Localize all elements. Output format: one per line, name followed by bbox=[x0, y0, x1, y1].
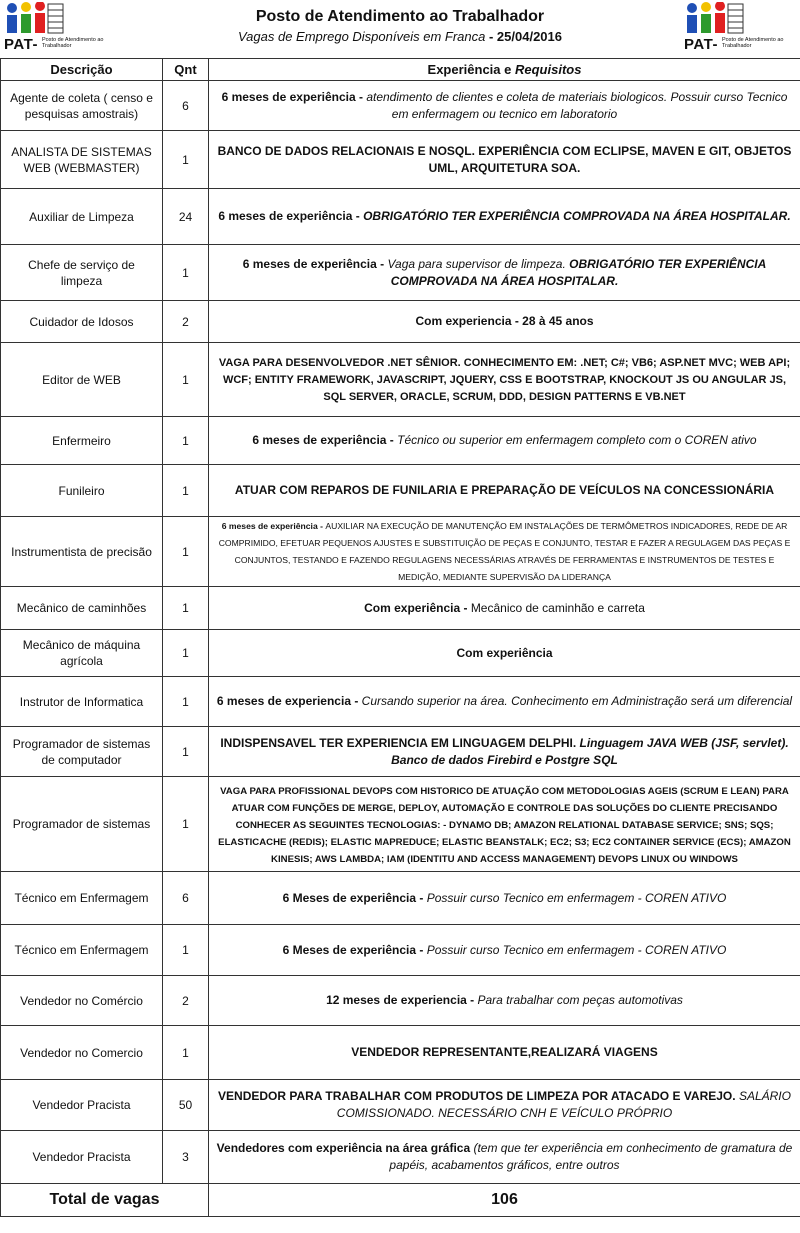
job-requirements: 6 meses de experiência - AUXILIAR NA EXECUÇÃO DE MANUTENÇÃO EM INSTALAÇÕES DE TERMÔMETROS INDICADORES, REDE DE AR COMPRIMIDO, EFETUAR PEQUENOS AJUSTES E SUBSTITUIÇÃO DE PEÇAS E CONJUNTO, TESTAR E FAZER A REGULAGEM DAS PEÇAS E CONJUNTOS, TESTANDO E FAZENDO REGULAGENS NECESSÁRIAS ATRAVÉS DE FERRAMENTAS E INSTRUMENTOS DE TESTES E MEDIÇÃO, MEDIANTE SUPERVISÃO DA LIDERANÇA bbox=[209, 517, 800, 587]
pat-figures-icon bbox=[684, 2, 744, 36]
table-row bbox=[1, 245, 800, 301]
job-requirements: Vendedores com experiência na área gráfica (tem que ter experiência em conhecimento de gramatura de papéis, acabamentos gráficos, entre outros bbox=[209, 1131, 800, 1184]
jobs-table bbox=[0, 58, 800, 1217]
total-label: Total de vagas bbox=[1, 1184, 209, 1217]
job-title: Funileiro bbox=[1, 465, 163, 517]
job-requirements: Com experiência - Mecânico de caminhão e carreta bbox=[209, 587, 800, 630]
job-qnt: 1 bbox=[163, 417, 209, 465]
job-qnt: 3 bbox=[163, 1131, 209, 1184]
job-qnt: 1 bbox=[163, 925, 209, 976]
table-row bbox=[1, 925, 800, 976]
job-qnt: 1 bbox=[163, 1026, 209, 1080]
table-row bbox=[1, 677, 800, 727]
logo-subtext: Posto de Atendimento ao Trabalhador bbox=[42, 37, 104, 49]
column-header-req: Experiência e Requisitos bbox=[209, 59, 800, 81]
job-title: Editor de WEB bbox=[1, 343, 163, 417]
job-title: Vendedor Pracista bbox=[1, 1080, 163, 1131]
job-requirements: 6 meses de experiencia - Cursando superior na área. Conhecimento em Administração será um diferencial bbox=[209, 677, 800, 727]
job-requirements: 6 meses de experiência - Técnico ou superior em enfermagem completo com o COREN ativo bbox=[209, 417, 800, 465]
subtitle-text: Vagas de Emprego Disponíveis em Franca bbox=[237, 29, 486, 44]
job-requirements: Com experiencia - 28 à 45 anos bbox=[209, 301, 800, 343]
job-qnt: 1 bbox=[163, 245, 209, 301]
job-qnt: 24 bbox=[163, 189, 209, 245]
job-qnt: 2 bbox=[163, 301, 209, 343]
page-header bbox=[0, 0, 800, 58]
table-row bbox=[1, 301, 800, 343]
job-requirements: Com experiência bbox=[209, 630, 800, 677]
job-title: Programador de sistemas de computador bbox=[1, 727, 163, 777]
job-qnt: 1 bbox=[163, 465, 209, 517]
job-requirements: VAGA PARA DESENVOLVEDOR .NET SÊNIOR. CONHECIMENTO EM: .NET; C#; VB6; ASP.NET MVC; WEB API; WCF; ENTITY FRAMEWORK, JAVASCRIPT, JQUERY, CSS E BOOTSTRAP, KNOCKOUT JS OU ANGULAR JS, SQL SERVER, ORACLE, SCRUM, DDD, DESIGN PATTERNS E VB.NET bbox=[209, 343, 800, 417]
job-qnt: 1 bbox=[163, 131, 209, 189]
job-requirements: 6 Meses de experiência - Possuir curso Tecnico em enfermagem - COREN ATIVO bbox=[209, 925, 800, 976]
job-qnt: 1 bbox=[163, 630, 209, 677]
job-title: Mecânico de caminhões bbox=[1, 587, 163, 630]
job-title: Técnico em Enfermagem bbox=[1, 872, 163, 925]
subtitle-date: - 25/04/2016 bbox=[488, 29, 562, 44]
job-requirements: INDISPENSAVEL TER EXPERIENCIA EM LINGUAGEM DELPHI. Linguagem JAVA WEB (JSF, servlet). Banco de dados Firebird e Postgre SQL bbox=[209, 727, 800, 777]
pat-logo-right bbox=[684, 2, 796, 54]
page-subtitle bbox=[0, 29, 800, 44]
job-title: Agente de coleta ( censo e pesquisas amostrais) bbox=[1, 81, 163, 131]
job-requirements: ATUAR COM REPAROS DE FUNILARIA E PREPARAÇÃO DE VEÍCULOS NA CONCESSIONÁRIA bbox=[209, 465, 800, 517]
job-qnt: 6 bbox=[163, 81, 209, 131]
job-qnt: 1 bbox=[163, 517, 209, 587]
pat-logo bbox=[4, 2, 116, 54]
table-row bbox=[1, 777, 800, 872]
table-row bbox=[1, 630, 800, 677]
table-row bbox=[1, 587, 800, 630]
table-row bbox=[1, 1080, 800, 1131]
job-requirements: 6 meses de experiência - atendimento de clientes e coleta de materiais biologicos. Possuir curso Tecnico em enfermagem ou tecnico em laboratorio bbox=[209, 81, 800, 131]
job-requirements: VAGA PARA PROFISSIONAL DEVOPS COM HISTORICO DE ATUAÇÃO COM METODOLOGIAS AGEIS (SCRUM E LEAN) PARA ATUAR COM FUNÇÕES DE MERGE, DEPLOY, AUTOMAÇÃO E CONTROLE DAS SOLUÇÕES DO CLIENTE PRECISANDO CONHECER AS SEGUINTES TECNOLOGIAS: - DYNAMO DB; AMAZON RELATIONAL DATABASE SERVICE; SNS; SQS; ELASTICACHE (REDIS); ELASTIC MAPREDUCE; ELASTIC BEANSTALK; EC2; S3; EC2 CONTAINER SERVICE (ECS); AMAZON KINESIS; AWS LAMBDA; IAM (IDENTITU AND ACCESS MANAGEMENT) DEVOPS LINUX OU WINDOWS bbox=[209, 777, 800, 872]
job-qnt: 1 bbox=[163, 777, 209, 872]
job-title: Técnico em Enfermagem bbox=[1, 925, 163, 976]
job-title: Vendedor Pracista bbox=[1, 1131, 163, 1184]
job-title: Instrumentista de precisão bbox=[1, 517, 163, 587]
job-requirements: 6 Meses de experiência - Possuir curso Tecnico em enfermagem - COREN ATIVO bbox=[209, 872, 800, 925]
job-title: Instrutor de Informatica bbox=[1, 677, 163, 727]
table-row bbox=[1, 81, 800, 131]
table-header-row bbox=[1, 59, 800, 81]
table-row bbox=[1, 1026, 800, 1080]
pat-figures-icon bbox=[4, 2, 64, 36]
job-qnt: 1 bbox=[163, 587, 209, 630]
job-qnt: 6 bbox=[163, 872, 209, 925]
job-title: Programador de sistemas bbox=[1, 777, 163, 872]
job-qnt: 2 bbox=[163, 976, 209, 1026]
job-title: Vendedor no Comércio bbox=[1, 976, 163, 1026]
job-requirements: 12 meses de experiencia - Para trabalhar com peças automotivas bbox=[209, 976, 800, 1026]
page-title: Posto de Atendimento ao Trabalhador bbox=[255, 8, 545, 25]
table-row bbox=[1, 976, 800, 1026]
job-requirements: 6 meses de experiência - Vaga para supervisor de limpeza. OBRIGATÓRIO TER EXPERIÊNCIA COMPROVADA NA ÁREA HOSPITALAR. bbox=[209, 245, 800, 301]
table-row bbox=[1, 417, 800, 465]
table-row bbox=[1, 872, 800, 925]
table-row bbox=[1, 189, 800, 245]
logo-subtext: Posto de Atendimento ao Trabalhador bbox=[722, 37, 784, 49]
job-title: Mecânico de máquina agrícola bbox=[1, 630, 163, 677]
column-header-qnt: Qnt bbox=[163, 59, 209, 81]
table-row bbox=[1, 1131, 800, 1184]
job-title: Cuidador de Idosos bbox=[1, 301, 163, 343]
page-title-block bbox=[0, 0, 800, 44]
job-requirements: VENDEDOR REPRESENTANTE,REALIZARÁ VIAGENS bbox=[209, 1026, 800, 1080]
job-qnt: 1 bbox=[163, 727, 209, 777]
job-requirements: 6 meses de experiência - OBRIGATÓRIO TER EXPERIÊNCIA COMPROVADA NA ÁREA HOSPITALAR. bbox=[209, 189, 800, 245]
job-qnt: 1 bbox=[163, 343, 209, 417]
table-row bbox=[1, 727, 800, 777]
total-value: 106 bbox=[209, 1184, 800, 1217]
total-row bbox=[1, 1184, 800, 1217]
logo-text: PAT- bbox=[684, 36, 718, 53]
job-title: ANALISTA DE SISTEMAS WEB (WEBMASTER) bbox=[1, 131, 163, 189]
job-title: Auxiliar de Limpeza bbox=[1, 189, 163, 245]
logo-text: PAT- bbox=[4, 36, 38, 53]
table-row bbox=[1, 517, 800, 587]
table-row bbox=[1, 465, 800, 517]
job-title: Vendedor no Comercio bbox=[1, 1026, 163, 1080]
job-requirements: BANCO DE DADOS RELACIONAIS E NOSQL. EXPERIÊNCIA COM ECLIPSE, MAVEN E GIT, OBJETOS UML, ARQUITETURA SOA. bbox=[209, 131, 800, 189]
job-title: Enfermeiro bbox=[1, 417, 163, 465]
column-header-desc: Descrição bbox=[1, 59, 163, 81]
job-qnt: 50 bbox=[163, 1080, 209, 1131]
job-title: Chefe de serviço de limpeza bbox=[1, 245, 163, 301]
job-requirements: VENDEDOR PARA TRABALHAR COM PRODUTOS DE LIMPEZA POR ATACADO E VAREJO. SALÁRIO COMISSIONADO. NECESSÁRIO CNH E VEÍCULO PRÓPRIO bbox=[209, 1080, 800, 1131]
table-row bbox=[1, 131, 800, 189]
job-qnt: 1 bbox=[163, 677, 209, 727]
table-row bbox=[1, 343, 800, 417]
